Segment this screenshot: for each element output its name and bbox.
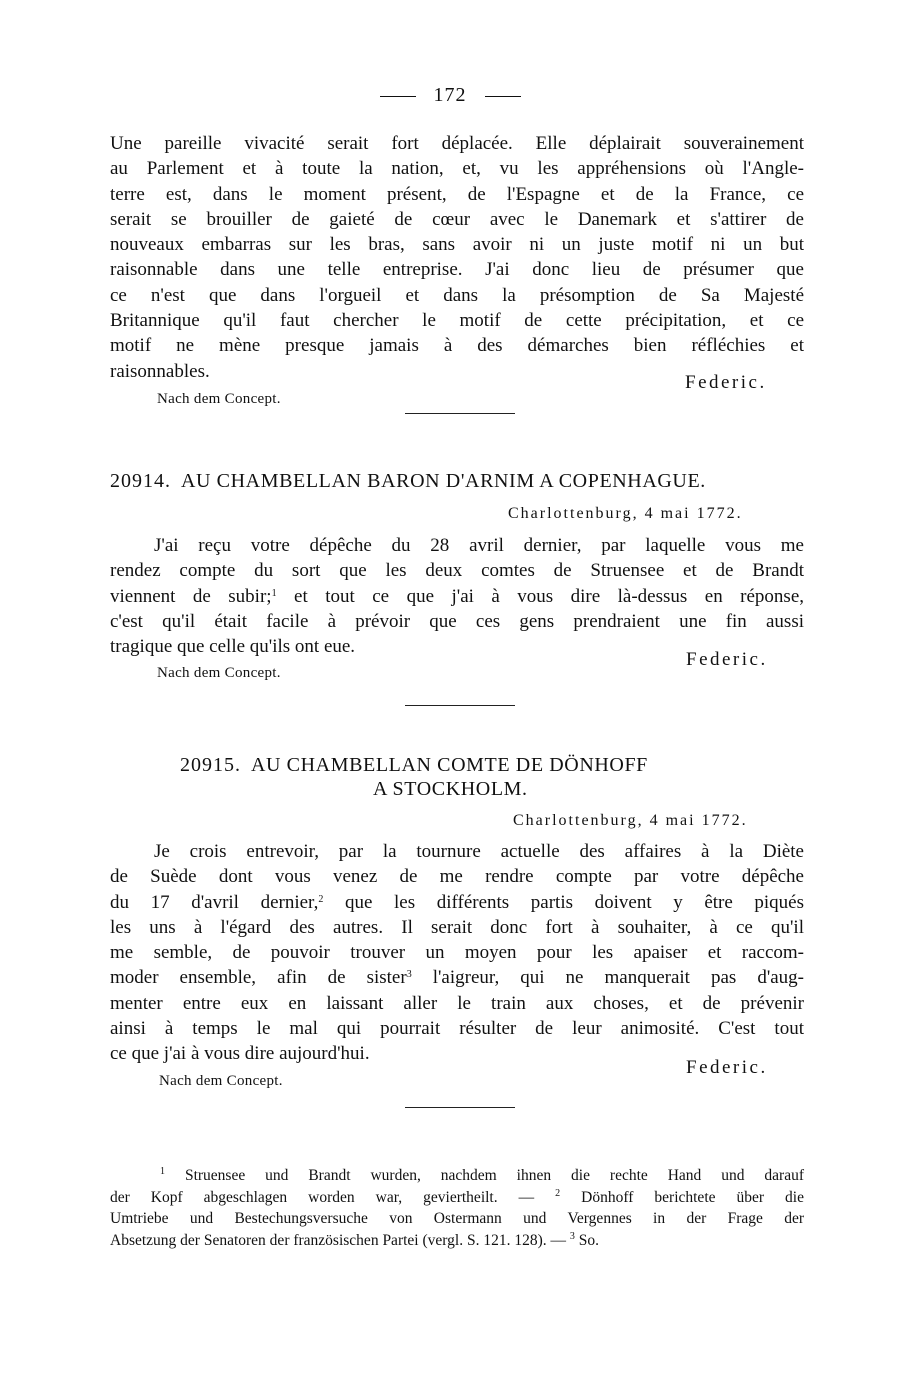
continuation-paragraph [110,131,804,384]
line-text: et tout ce que j'ai à vous dire là-dessus en réponse, [294,585,804,607]
footnote-line: Umtriebe und Bestechungsversuche von Ostermann und Vergennes in der Frage der [110,1210,804,1227]
paragraph-line: de Suède dont vous venez de me rendre compte par votre dépêche [110,866,804,888]
footnote-number: 1 [160,1166,165,1177]
paragraph-line: ce n'est que dans l'orgueil et dans la présomption de Sa Majesté [110,284,804,306]
paragraph-line: nouveaux embarras sur les bras, sans avoir ni un juste motif ni un but [110,234,804,256]
page-number [0,84,900,107]
section-divider [405,413,515,414]
line-text: du 17 d'avril dernier, [110,891,319,913]
source-note: Nach dem Concept. [157,391,281,407]
footnote-marker[interactable]: 2 [318,893,324,905]
paragraph-line [110,890,804,915]
paragraph-line: au Parlement et à toute la nation, et, vu les appréhensions où l'Angle- [110,158,804,180]
paragraph-line: J'ai reçu votre dépêche du 28 avril dernier, par laquelle vous me [154,535,804,556]
footnotes [110,1165,804,1251]
paragraph-line [110,584,804,609]
source-note: Nach dem Concept. [157,665,281,681]
letter-title: AU CHAMBELLAN BARON D'ARNIM A COPENHAGUE. [181,470,706,492]
letter-heading-20914 [110,470,804,493]
line-text: viennent de subir; [110,585,272,607]
paragraph-line: ainsi à temps le mal qui pourrait résulter de leur animosité. C'est tout [110,1018,804,1040]
paragraph-line: Britannique qu'il faut chercher le motif de cette précipitation, et ce [110,310,804,332]
footnote-text: Dönhoff berichtete über die [581,1188,804,1206]
footnote-text: Absetzung der Senatoren der französischen Partei (vergl. S. 121. 128). — [110,1231,566,1249]
paragraph-line: serait se brouiller de gaieté de cœur avec le Danemark et s'attirer de [110,208,804,230]
paragraph-line [110,965,804,990]
signature: Federic. [686,649,768,670]
section-divider [405,1107,515,1108]
footnote-line [110,1165,804,1187]
letter-body-20915 [110,839,804,1067]
footnote-line [110,1230,804,1252]
letter-heading-20915 [180,754,780,777]
paragraph-line: Une pareille vivacité serait fort déplacée. Elle déplairait souverainement [110,133,804,154]
paragraph-line: les uns à l'égard des autres. Il serait donc fort à souhaiter, à ce qu'il [110,916,804,938]
line-text: que les différents partis doivent y être piqués [344,891,805,913]
letter-heading-20915-line2 [373,778,673,801]
letter-body-20914 [110,533,804,659]
paragraph-line: terre est, dans le moment présent, de l'Espagne et de la France, ce [110,183,804,205]
letter-number: 20915. [180,754,241,776]
paragraph-line: motif ne mène presque jamais à des démarches bien réfléchies et [110,335,804,357]
page-number-rule-left [380,96,416,97]
footnote-marker[interactable]: 3 [406,969,412,981]
footnote-text: Struensee und Brandt wurden, nachdem ihnen die rechte Hand und darauf [184,1167,805,1184]
footnote-line [110,1187,804,1209]
page-number-text: 172 [433,84,467,106]
paragraph-line: rendez compte du sort que les deux comtes de Struensee et de Brandt [110,560,804,582]
letter-number: 20914. [110,470,171,492]
paragraph-line: raisonnables. [110,360,210,382]
paragraph-line: c'est qu'il était facile à prévoir que ces gens prendraient une fin aussi [110,610,804,632]
footnote-text: So. [578,1231,599,1249]
letter-title: A STOCKHOLM. [373,778,528,800]
paragraph-line: Je crois entrevoir, par la tournure actuelle des affaires à la Diète [154,841,804,862]
paragraph-line: tragique que celle qu'ils ont eue. [110,636,356,658]
paragraph-line: me semble, de pouvoir trouver un moyen pour les apaiser et raccom- [110,942,804,964]
footnote-number: 2 [555,1187,561,1199]
line-text: moder ensemble, afin de sister [110,967,407,989]
paragraph-line: ce que j'ai à vous dire aujourd'hui. [110,1043,370,1065]
dateline: Charlottenburg, 4 mai 1772. [513,812,748,829]
paragraph-line: raisonnable dans une telle entreprise. J'ai donc lieu de présumer que [110,259,804,281]
signature: Federic. [685,372,767,393]
line-text: l'aigreur, qui ne manquerait pas d'aug- [432,967,805,989]
footnote-text: der Kopf abgeschlagen worden war, geviertheilt. — [110,1188,535,1206]
dateline: Charlottenburg, 4 mai 1772. [508,505,743,522]
footnote-number: 3 [569,1230,575,1242]
letter-title: AU CHAMBELLAN COMTE DE DÖNHOFF [251,754,648,776]
section-divider [405,705,515,706]
page-number-rule-right [485,96,521,97]
source-note: Nach dem Concept. [159,1073,283,1089]
signature: Federic. [686,1057,768,1078]
footnote-marker[interactable]: 1 [271,587,277,599]
paragraph-line: menter entre eux en laissant aller le train aux choses, et de prévenir [110,992,804,1014]
